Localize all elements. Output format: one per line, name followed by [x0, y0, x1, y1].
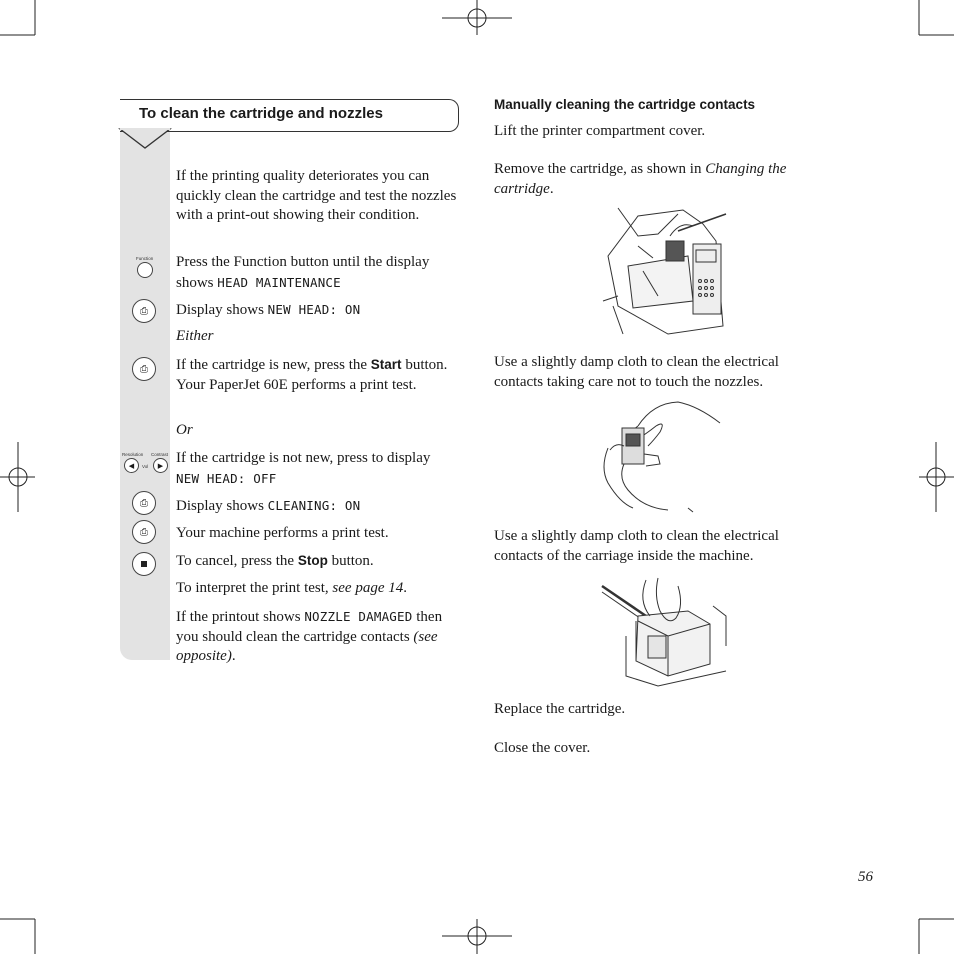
section-title: To clean the cartridge and nozzles	[139, 105, 383, 122]
changing-cartridge-link[interactable]: Changing the cartridge	[494, 161, 787, 197]
stop-button-icon	[132, 552, 156, 576]
header-pointer	[114, 128, 174, 152]
step-start	[176, 355, 461, 395]
step5-text: Display shows	[176, 498, 264, 514]
vol-label: Vol	[142, 464, 149, 469]
para-clean-carriage-contacts: Use a slightly damp cloth to clean the electrical contacts of the carriage inside the machine.	[494, 528, 779, 564]
display-nozzle-damaged: NOZZLE DAMAGED	[304, 609, 413, 624]
intro-paragraph: If the printing quality deteriorates you can quickly clean the cartridge and test the nozzles with a print-out showing their condition.	[176, 168, 457, 223]
either-label: Either	[176, 328, 214, 344]
display-cleaning-on: CLEANING: ON	[267, 498, 361, 513]
step3-text-a: If the cartridge is new, press the	[176, 357, 368, 373]
step-not-new	[176, 449, 461, 489]
hands-cleaning-illustration	[598, 398, 728, 513]
para-remove-cartridge: Remove the cartridge, as shown in Changing the cartridge.	[494, 161, 787, 197]
function-label: Function	[136, 256, 154, 261]
see-page-link[interactable]: see page 14	[332, 580, 404, 596]
or-label: Or	[176, 422, 193, 438]
step4-text: If the cartridge is not new, press to display	[176, 450, 431, 466]
stop-word: Stop	[297, 553, 328, 568]
step3-text-b: button. Your PaperJet 60E performs a print test.	[176, 357, 448, 393]
display-new-head-on: NEW HEAD: ON	[267, 302, 361, 317]
step-function	[176, 253, 461, 293]
step-cancel	[176, 551, 461, 572]
function-button-icon	[137, 262, 153, 278]
see-opposite-link[interactable]: (see opposite)	[176, 628, 438, 664]
contrast-label: Contrast	[151, 452, 169, 457]
step8-text: To interpret the print test,	[176, 580, 329, 596]
display-head-maintenance: HEAD MAINTENANCE	[217, 274, 341, 290]
step9-text-b: then you should clean the cartridge contacts	[176, 609, 443, 645]
ok-button-icon-2: ⎙	[132, 491, 156, 515]
resolution-label: Resolution	[122, 452, 144, 457]
right-arrow-icon: ▶	[153, 458, 168, 473]
p2-text: Remove the cartridge, as shown in	[494, 161, 702, 177]
step-display-new-head	[176, 300, 461, 321]
step1-text: Press the Function button until the display shows	[176, 254, 430, 291]
printer-open-illustration	[598, 206, 728, 336]
start-button-icon: ⎙	[132, 357, 156, 381]
display-new-head-off: NEW HEAD: OFF	[176, 470, 277, 486]
step-cleaning	[176, 496, 461, 517]
para-replace-cartridge: Replace the cartridge.	[494, 701, 626, 717]
start-button-icon-2: ⎙	[132, 520, 156, 544]
para-close-cover: Close the cover.	[494, 740, 591, 756]
step7-text-b: button.	[331, 553, 374, 569]
step2-text: Display shows	[176, 302, 264, 318]
left-arrow-icon: ◀	[124, 458, 139, 473]
ok-button-icon: ⎙	[132, 299, 156, 323]
para-lift-cover: Lift the printer compartment cover.	[494, 123, 706, 139]
sidebar-strip	[120, 110, 170, 660]
step7-text-a: To cancel, press the	[176, 553, 295, 569]
step9-text-a: If the printout shows	[176, 609, 301, 625]
carriage-illustration	[598, 576, 728, 691]
right-heading: Manually cleaning the cartridge contacts	[494, 97, 756, 112]
start-word: Start	[370, 357, 402, 372]
step-nozzle-damaged: If the printout shows NOZZLE DAMAGED then you should clean the cartridge contacts (see opposite).	[176, 609, 443, 664]
step-interpret: To interpret the print test, see page 14.	[176, 580, 407, 596]
page-number: 56	[858, 869, 873, 885]
para-clean-cartridge-contacts: Use a slightly damp cloth to clean the electrical contacts taking care not to touch the nozzles.	[494, 354, 779, 390]
step-print-test: Your machine performs a print test.	[176, 525, 389, 541]
